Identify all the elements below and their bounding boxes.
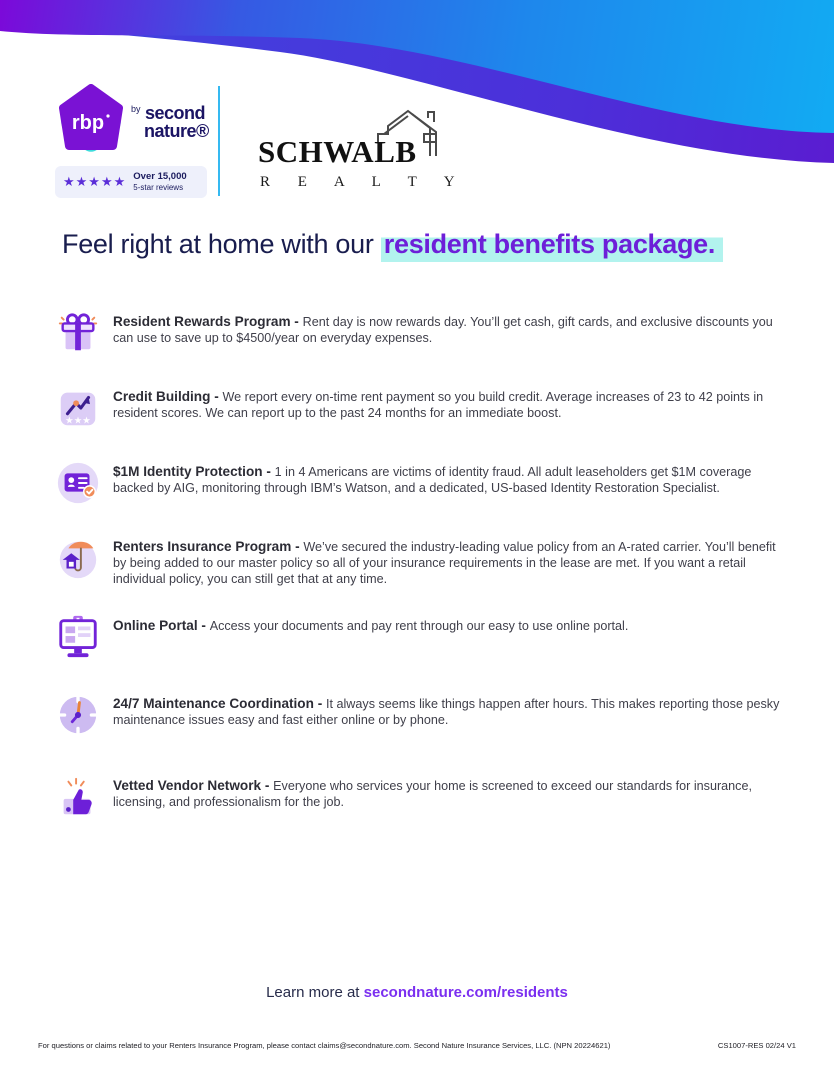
benefit-resident-rewards <box>55 314 795 356</box>
reviews-count: Over 15,000 <box>133 171 187 182</box>
learn-more-line <box>0 984 834 1001</box>
footer <box>0 1041 834 1050</box>
thumbs-up-icon <box>55 774 101 820</box>
benefit-vendor-network <box>55 778 795 820</box>
benefit-online-portal <box>55 618 795 660</box>
headline-prefix: Feel right at home with our <box>62 229 381 259</box>
benefit-title: Renters Insurance Program - <box>113 539 304 554</box>
partner-subname: R E A L T Y <box>260 174 467 190</box>
benefit-title: 24/7 Maintenance Coordination - <box>113 695 326 711</box>
clock-icon <box>55 692 101 738</box>
gift-icon <box>55 310 101 356</box>
benefit-description: It always seems like things happen after hours. This makes reporting those pesky maintenance issues easy and fast either online or by phone. <box>113 696 780 727</box>
credit-chart-icon <box>55 385 101 431</box>
benefit-title: Online Portal - <box>113 617 210 633</box>
benefit-description: We’ve secured the industry-leading value policy from an A-rated carrier. You’ll benefit by being added to our master policy so all of your insurance requirements in the lease are met. If you want a retail individual policy, you can still get that at any time. <box>113 540 776 587</box>
benefit-credit-building <box>55 389 795 431</box>
logo-divider <box>218 86 220 196</box>
umbrella-house-icon <box>55 535 101 581</box>
benefit-description: We report every on-time rent payment so you build credit. Average increases of 23 to 42 points in resident scores. We can report up to the past 24 months for an immediate boost. <box>113 390 764 421</box>
benefit-description: Access your documents and pay rent through our easy to use online portal. <box>209 618 629 633</box>
brand-second: second <box>144 102 205 123</box>
reviews-badge <box>55 166 207 198</box>
benefit-title: $1M Identity Protection - <box>113 464 275 479</box>
five-stars-icon: ★★★★★ <box>63 174 127 190</box>
benefit-description: Everyone who services your home is screened to exceed our standards for insurance, licensing, and professionalism for the job. <box>113 778 752 809</box>
secondnature-residents-link[interactable]: secondnature.com/residents <box>363 984 568 1001</box>
monitor-icon <box>55 614 101 660</box>
benefit-description: Rent day is now rewards day. You’ll get cash, gift cards, and exclusive discounts you can use to save up to $4500/year on everyday expenses. <box>113 315 773 346</box>
partner-name: SCHWALB <box>258 134 417 169</box>
footer-doc-code: CS1007-RES 02/24 V1 <box>717 1041 796 1050</box>
benefit-maintenance <box>55 696 795 738</box>
rbp-logo-block <box>55 84 217 198</box>
house-outline-icon <box>372 108 452 165</box>
page-title <box>62 229 723 260</box>
svg-text:rbp: rbp <box>71 112 105 134</box>
brand-logos <box>55 84 217 198</box>
footer-legal-text: For questions or claims related to your Renters Insurance Program, please contact claims@secondnature.com. Second Nature Insurance Services, LLC. (NPN 20224621) <box>38 1041 611 1050</box>
by-label: by <box>131 103 141 114</box>
id-card-icon <box>55 460 101 506</box>
partner-logo-block <box>258 108 467 191</box>
benefit-renters-insurance <box>55 539 795 588</box>
headline-highlight: resident benefits package. <box>381 229 723 262</box>
benefit-title: Resident Rewards Program - <box>113 314 303 329</box>
reviews-label: 5-star reviews <box>133 182 184 192</box>
svg-text:★★★: ★★★ <box>65 415 91 427</box>
brand-nature: nature® <box>144 120 209 141</box>
benefit-title: Credit Building - <box>113 389 223 404</box>
benefit-title: Vetted Vendor Network - <box>113 777 274 793</box>
benefit-description: 1 in 4 Americans are victims of identity fraud. All adult leaseholders get $1M coverage backed by AIG, monitoring through IBM’s Watson, and a dedicated, US-based Identity Restoration Specialist. <box>113 465 752 496</box>
rbp-logo-icon <box>55 84 127 160</box>
benefits-list <box>55 314 795 853</box>
second-nature-wordmark <box>131 102 209 141</box>
cta-prefix: Learn more at <box>266 984 364 1001</box>
benefit-identity-protection <box>55 464 795 506</box>
